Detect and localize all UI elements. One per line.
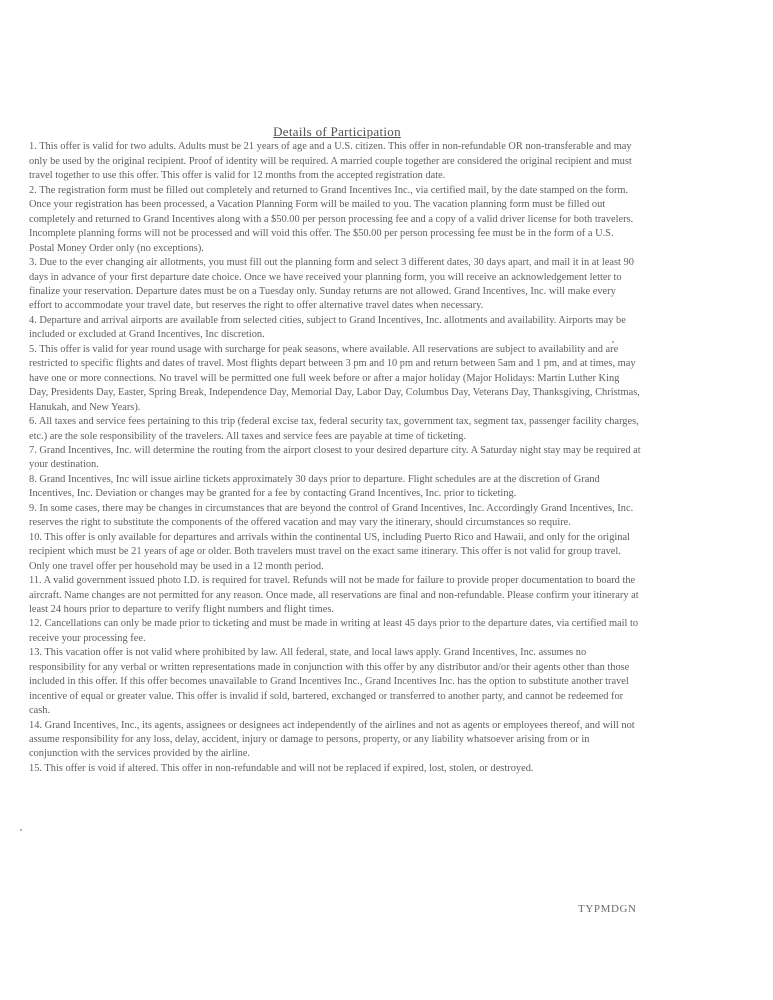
document-body bbox=[29, 125, 641, 776]
clause-7: 7. Grand Incentives, Inc. will determine the routing from the airport closest to your desired departure city. A Saturday night stay may be required at your destination. bbox=[29, 444, 641, 471]
scan-speck bbox=[20, 829, 22, 831]
scan-speck bbox=[612, 341, 614, 343]
clause-6: 6. All taxes and service fees pertaining to this trip (federal excise tax, federal security tax, government tax, segment tax, passenger facility charges, etc.) are the sole responsibility of the travelers. All taxes and service fees are payable at time of ticketing. bbox=[29, 416, 639, 442]
document-title: Details of Participation bbox=[273, 124, 401, 139]
clause-15: 15. This offer is void if altered. This offer in non-refundable and will not be replaced if expired, lost, stolen, or destroyed. bbox=[29, 762, 534, 774]
clause-1: 1. This offer is valid for two adults. Adults must be 21 years of age and a U.S. citizen. This offer in non-refundable OR non-transferable and may only be used by the original recipient. Proof of identity will be required. A married couple together are considered the original recipient and must travel together to use this offer. This offer is valid for 12 months from the accepted registration date. bbox=[29, 141, 632, 182]
clause-3: 3. Due to the ever changing air allotments, you must fill out the planning form and select 3 different dates, 30 days apart, and mail it in at least 90 days in advance of your first departure date choice. Once we have received your planning form, you will receive an acknowledgement letter to finalize your reservation. Departure dates must be on a Tuesday only. Sunday returns are not allowed. Grand Incentives, Inc. will make every effort to accommodate your travel date, but reserves the right to offer alternative travel dates when necessary. bbox=[29, 257, 634, 312]
clause-12: 12. Cancellations can only be made prior to ticketing and must be made in writing at least 45 days prior to the departure dates, via certified mail to receive your processing fee. bbox=[29, 618, 639, 644]
clause-13: 13. This vacation offer is not valid where prohibited by law. All federal, state, and local laws apply. Grand Incentives, Inc. assumes no responsibility for any verbal or written representations made in conjunction with this offer by any distributor and/or their agents other than those included in this offer. If this offer becomes unavailable to Grand Incentives Inc., Grand Incentives Inc. has the option to substitute another travel incentive of equal or greater value. This offer is invalid if sold, bartered, exchanged or transferred to another party, and cannot be redeemed for cash. bbox=[29, 647, 630, 717]
clause-2: 2. The registration form must be filled out completely and returned to Grand Incentives Inc., via certified mail, by the date stamped on the form. Once your registration has been processed, a Vacation Planning Form will be mailed to you. The vacation planning form must be filled out completely and returned to Grand Incentives along with a $50.00 per person processing fee and a copy of a valid driver license for both travelers. Incomplete planning forms will not be processed and will void this offer. The $50.00 per person processing fee must be in the form of a U.S. Postal Money Order only (no exceptions). bbox=[29, 184, 634, 254]
footer-code: TYPMDGN bbox=[578, 903, 637, 915]
clause-4: 4. Departure and arrival airports are available from selected cities, subject to Grand Incentives, Inc. allotments and availability. Airports may be included or excluded at Grand Incentives, Inc discretion. bbox=[29, 314, 626, 341]
clause-14: 14. Grand Incentives, Inc., its agents, assignees or designees act independently of the airlines and not as agents or employees thereof, and will not assume responsibility for any loss, delay, accident, injury or damage to persons, property, or any liability whatsoever arising from or in conjunction with the services provided by the airline. bbox=[29, 719, 635, 760]
clause-9: 9. In some cases, there may be changes in circumstances that are beyond the control of Grand Incentives, Inc. Accordingly Grand Incentives, Inc. reserves the right to substitute the components of the offered vacation and may vary the itinerary, should circumstances so require. bbox=[29, 502, 634, 529]
clause-11: 11. A valid government issued photo I.D. is required for travel. Refunds will not be made for failure to provide proper documentation to board the aircraft. Name changes are not permitted for any reason. Once made, all reservations are final and non-refundable. Please confirm your itinerary at least 24 hours prior to departure to verify flight numbers and flight times. bbox=[29, 575, 639, 615]
clause-10: 10. This offer is only available for departures and arrivals within the continental US, including Puerto Rico and Hawaii, and only for the original recipient which must be 21 years of age or older. Both travelers must travel on the exact same itinerary. This offer is not valid for group travel. Only one travel offer per household may be used in a 12 month period. bbox=[29, 531, 630, 572]
clause-8: 8. Grand Incentives, Inc will issue airline tickets approximately 30 days prior to departure. Flight schedules are at the discretion of Grand Incentives, Inc. Deviation or changes may be granted for a fee by contacting Grand Incentives, Inc. prior to ticketing. bbox=[29, 473, 600, 500]
clause-5: 5. This offer is valid for year round usage with surcharge for peak seasons, where available. All reservations are subject to availability and are restricted to specific flights and dates of travel. Most flights depart between 3 pm and 10 pm and return between 5am and 1 pm, and at times, may have one or more connections. No travel will be permitted one full week before or after a major holiday (Major Holidays: Martin Luther King Day, Presidents Day, Easter, Spring Break, Independence Day, Memorial Day, Labor Day, Columbus Day, Veterans Day, Thanksgiving, Christmas, Hanukah, and New Years). bbox=[29, 343, 640, 413]
